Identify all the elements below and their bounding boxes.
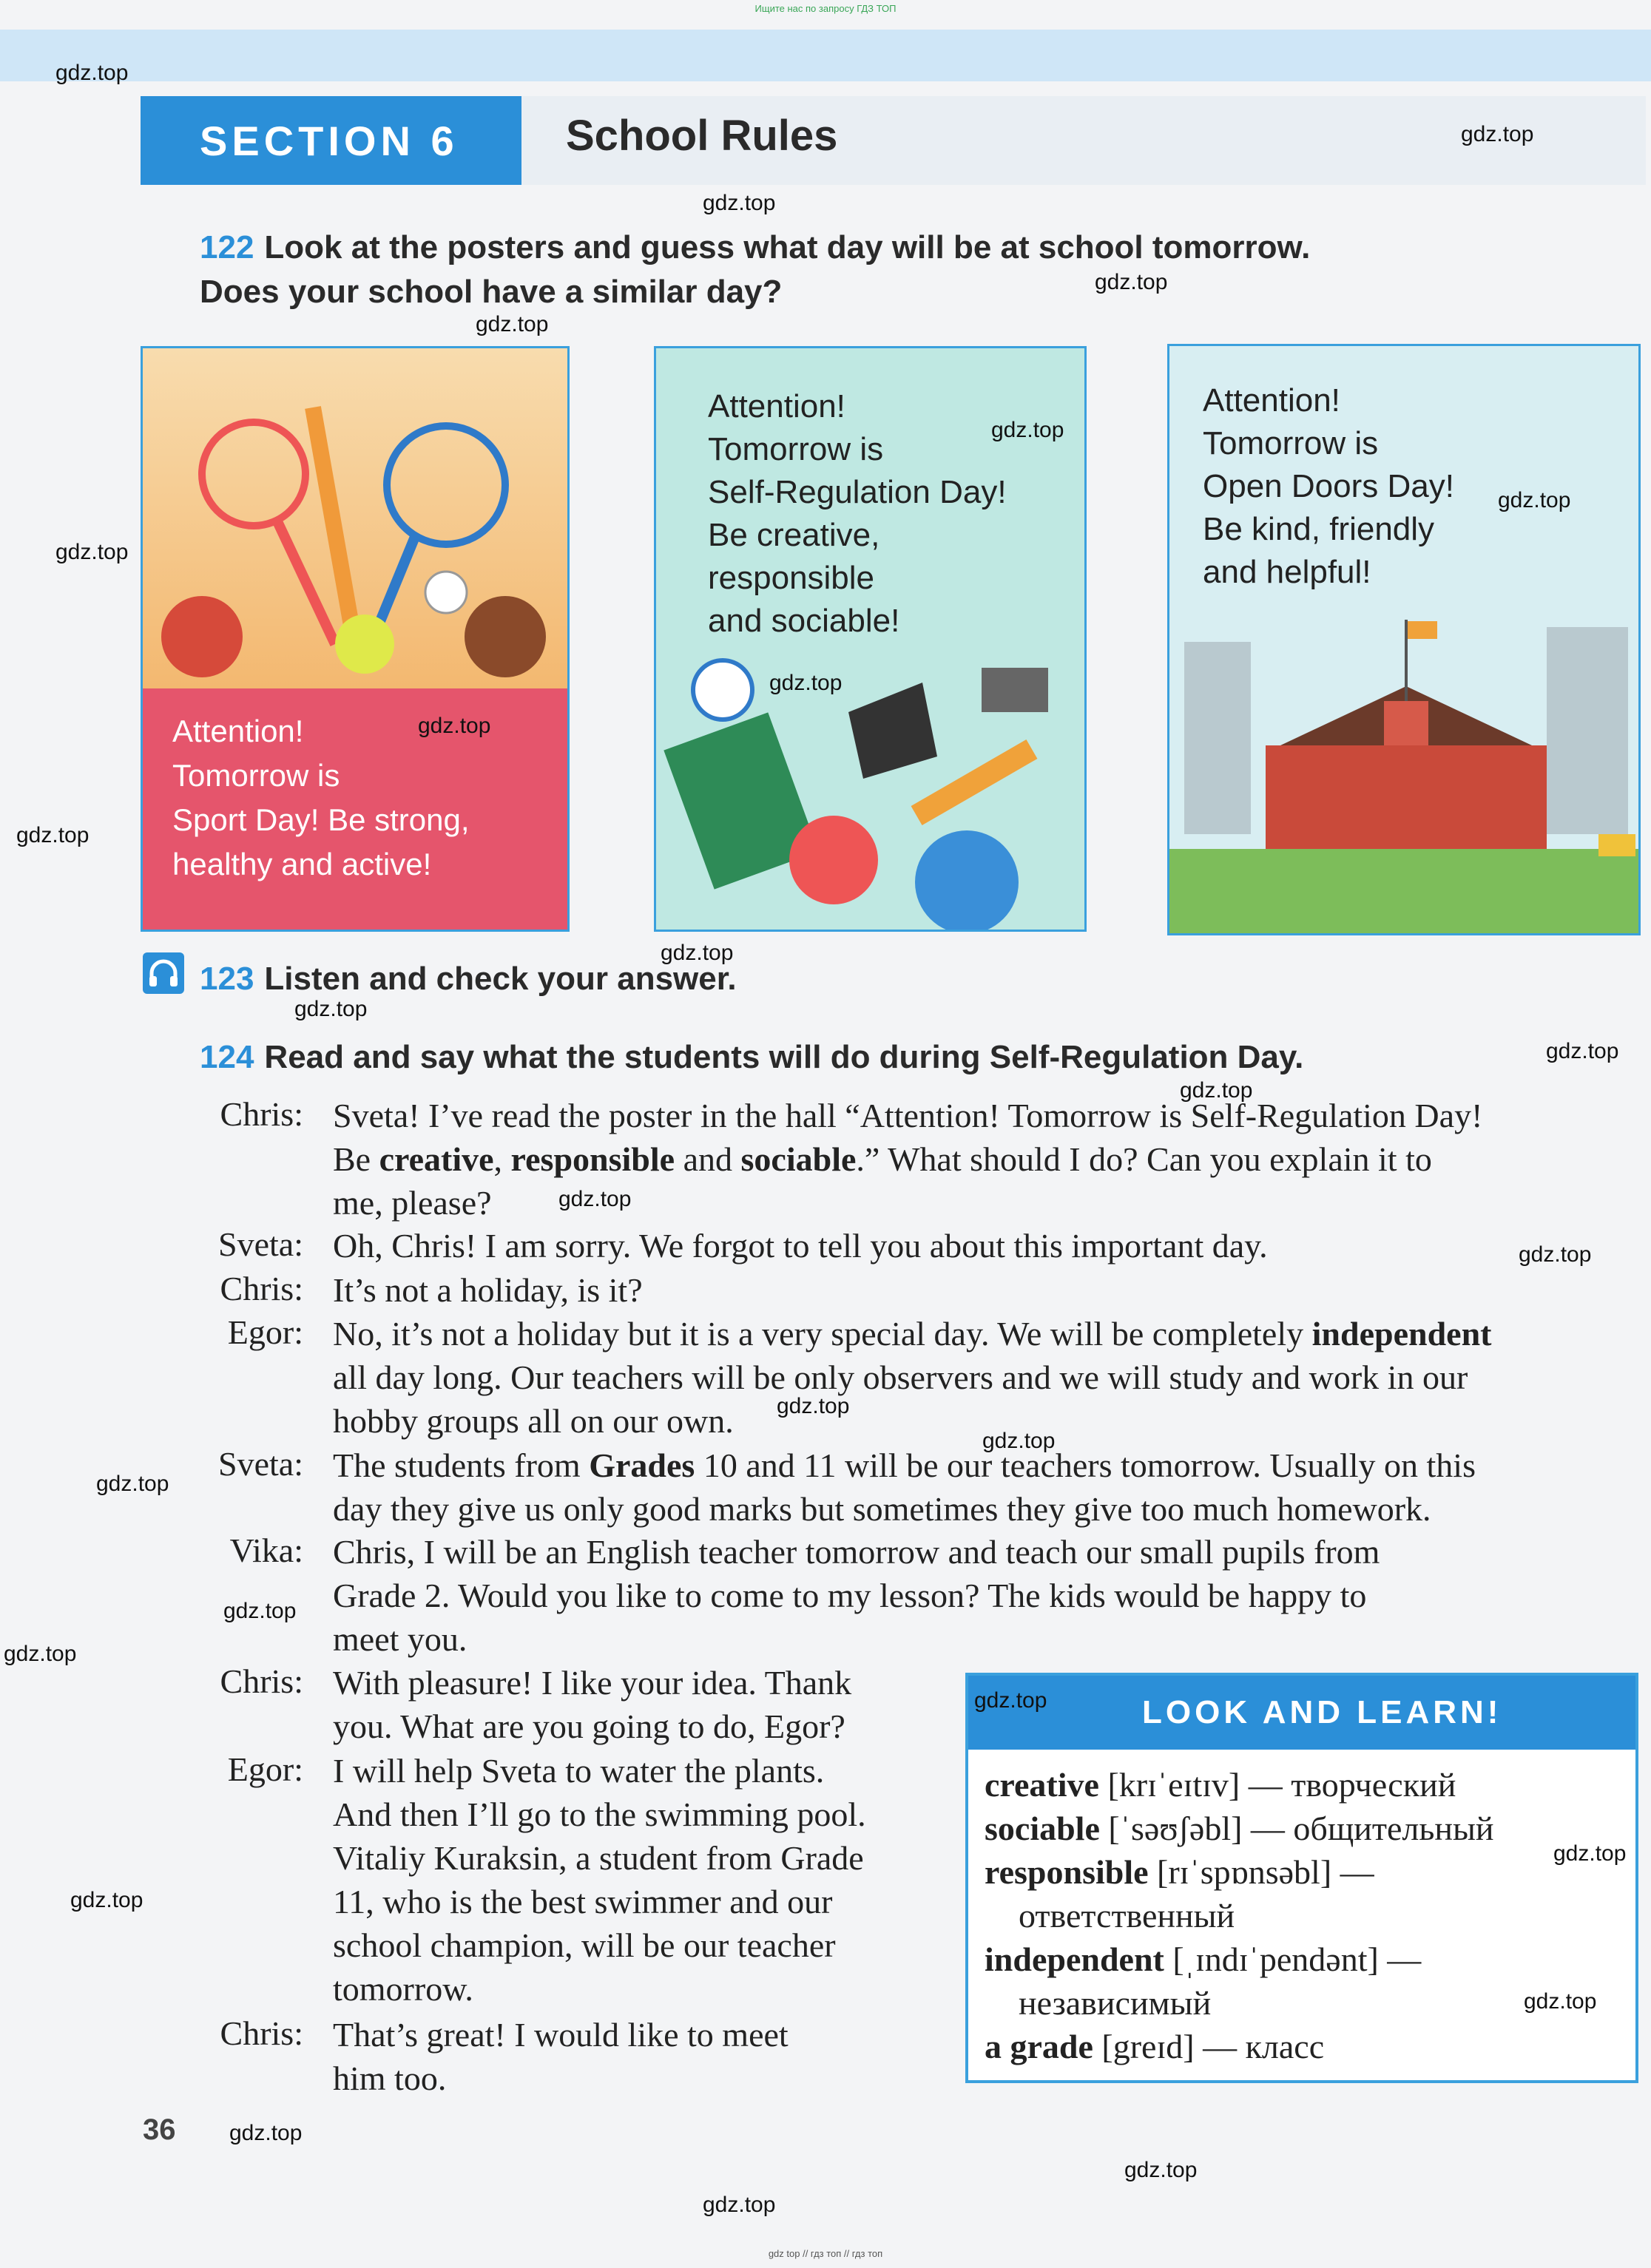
watermark: gdz.top: [4, 1642, 77, 1666]
vocabulary-item: [985, 1807, 1628, 1850]
vocabulary-definition: ответственный: [985, 1897, 1235, 1934]
task-124: [200, 1035, 1303, 1080]
poster-line: Tomorrow is: [708, 431, 884, 467]
poster-line: Self-Regulation Day!: [708, 474, 1007, 510]
task-text: Does your school have a similar day?: [200, 274, 783, 310]
poster-self-regulation-text: [708, 385, 1007, 643]
poster-line: Attention!: [1203, 382, 1340, 419]
bottom-note: gdz top // гдз топ // гдз топ: [768, 2248, 883, 2259]
vocabulary-definition: независимый: [985, 1984, 1212, 2022]
dialogue-line: meet you.: [333, 1620, 467, 1658]
school-building-illustration: [1169, 553, 1641, 935]
task-number: 123: [200, 961, 254, 997]
watermark: gdz.top: [703, 191, 776, 215]
vocabulary-definition: [ˌɪndɪˈpendənt] —: [1164, 1940, 1422, 1978]
watermark: gdz.top: [70, 1888, 144, 1912]
dialogue-line: And then I’ll go to the swimming pool.: [333, 1795, 866, 1833]
watermark: gdz.top: [418, 714, 491, 738]
watermark: gdz.top: [1124, 2158, 1198, 2182]
dialogue-speaker: Chris:: [220, 1270, 303, 1307]
dialogue-line: day they give us only good marks but sometimes they give too much homework.: [333, 1490, 1431, 1528]
dialogue-speaker: Vika:: [229, 1531, 303, 1569]
poster-sport-text: [143, 688, 567, 932]
vocabulary-definition: [ˈsəʊʃəbl] — общительный: [1099, 1810, 1494, 1847]
dialogue-speaker: Egor:: [227, 1750, 303, 1788]
task-text: Read and say what the students will do during Self-Regulation Day.: [264, 1039, 1304, 1075]
dialogue-speaker: Chris:: [220, 2014, 303, 2052]
look-and-learn-heading: LOOK AND LEARN!: [968, 1676, 1635, 1750]
dialogue-line: Be creative, responsible and sociable.” What should I do? Can you explain it to: [333, 1140, 1432, 1178]
dialogue-line: It’s not a holiday, is it?: [333, 1271, 643, 1309]
dialogue-speaker: Chris:: [220, 1095, 303, 1133]
poster-open-doors-day: [1167, 344, 1641, 935]
dialogue-speaker: Chris:: [220, 1662, 303, 1700]
vocabulary-word: sociable: [985, 1810, 1100, 1847]
watermark: gdz.top: [55, 540, 129, 564]
dialogue-line: Oh, Chris! I am sorry. We forgot to tell you about this important day.: [333, 1227, 1268, 1265]
poster-sport-day: [141, 346, 570, 932]
dialogue-line: Vitaliy Kuraksin, a student from Grade: [333, 1839, 864, 1877]
watermark: gdz.top: [229, 2121, 303, 2145]
vocabulary-word: responsible: [985, 1853, 1149, 1891]
watermark: gdz.top: [223, 1599, 297, 1623]
poster-line: Sport Day! Be strong,: [172, 802, 470, 837]
dialogue-line: Grade 2. Would you like to come to my lesson? The kids would be happy to: [333, 1577, 1367, 1614]
vocabulary-item: [985, 1894, 1628, 1937]
look-and-learn-box: [965, 1673, 1638, 2083]
dialogue-speaker: Sveta:: [218, 1225, 303, 1263]
vocabulary-item: [985, 1763, 1628, 1807]
key-word: Grades: [589, 1446, 695, 1484]
headphones-icon: [143, 952, 184, 994]
top-band: [0, 30, 1651, 81]
sport-equipment-illustration: [143, 348, 567, 688]
poster-line: and helpful!: [1203, 554, 1371, 590]
poster-line: Tomorrow is: [172, 758, 340, 793]
watermark: gdz.top: [991, 418, 1064, 442]
dialogue-line: That’s great! I would like to meet: [333, 2016, 789, 2054]
watermark: gdz.top: [1498, 488, 1571, 512]
watermark: gdz.top: [16, 823, 90, 847]
watermark: gdz.top: [294, 997, 368, 1021]
vocabulary-item: [985, 2025, 1628, 2068]
task-text: Listen and check your answer.: [264, 961, 737, 997]
watermark: gdz.top: [96, 1472, 169, 1496]
vocabulary-definition: [krɪˈeɪtɪv] — творческий: [1098, 1766, 1456, 1804]
dialogue-speaker: Egor:: [227, 1313, 303, 1351]
poster-line: responsible: [708, 560, 875, 596]
watermark: gdz.top: [1519, 1242, 1592, 1267]
watermark: gdz.top: [1180, 1078, 1253, 1103]
watermark: gdz.top: [558, 1187, 632, 1211]
watermark: gdz.top: [661, 941, 734, 965]
dialogue-line: Chris, I will be an English teacher tomorrow and teach our small pupils from: [333, 1533, 1380, 1571]
section-label: SECTION 6: [141, 96, 521, 185]
vocabulary-word: independent: [985, 1940, 1164, 1978]
watermark: gdz.top: [1553, 1841, 1627, 1866]
task-number: 124: [200, 1039, 254, 1075]
poster-line: Open Doors Day!: [1203, 468, 1454, 504]
watermark: gdz.top: [1461, 122, 1534, 146]
dialogue-line: I will help Sveta to water the plants.: [333, 1752, 825, 1790]
dialogue-line: all day long. Our teachers will be only observers and we will study and work in our: [333, 1358, 1468, 1396]
vocabulary-item: [985, 1937, 1628, 1981]
top-note: Ищите нас по запросу ГДЗ ТОП: [754, 3, 897, 14]
watermark: gdz.top: [777, 1394, 850, 1418]
dialogue-line: 11, who is the best swimmer and our: [333, 1883, 833, 1920]
watermark: gdz.top: [974, 1688, 1047, 1713]
poster-line: Be creative,: [708, 517, 880, 553]
poster-line: Attention!: [708, 388, 845, 424]
poster-line: healthy and active!: [172, 847, 432, 881]
watermark: gdz.top: [769, 671, 843, 695]
dialogue-line: me, please?: [333, 1184, 492, 1222]
dialogue-line: The students from Grades 10 and 11 will be our teachers tomorrow. Usually on this: [333, 1446, 1476, 1484]
dialogue-line: Sveta! I’ve read the poster in the hall “Attention! Tomorrow is Self-Regulation Day!: [333, 1097, 1483, 1134]
watermark: gdz.top: [703, 2193, 776, 2217]
dialogue-line: you. What are you going to do, Egor?: [333, 1707, 845, 1745]
watermark: gdz.top: [55, 61, 129, 85]
vocabulary-list: [985, 1763, 1628, 2068]
dialogue-line: school champion, will be our teacher: [333, 1926, 836, 1964]
task-number: 122: [200, 229, 254, 265]
vocabulary-item: [985, 1850, 1628, 1894]
school-supplies-illustration: [656, 638, 1087, 932]
watermark: gdz.top: [476, 312, 549, 336]
vocabulary-word: creative: [985, 1766, 1099, 1804]
dialogue-speaker: Sveta:: [218, 1445, 303, 1483]
page-number: 36: [143, 2113, 176, 2146]
watermark: gdz.top: [982, 1429, 1056, 1453]
sport-equipment-icon: [143, 348, 570, 688]
poster-line: Be kind, friendly: [1203, 511, 1435, 547]
poster-line: Tomorrow is: [1203, 425, 1379, 461]
vocabulary-definition: [rɪˈspɒnsəbl] —: [1148, 1853, 1374, 1891]
vocabulary-word: a grade: [985, 2028, 1093, 2065]
poster-line: and sociable!: [708, 603, 900, 639]
dialogue-line: tomorrow.: [333, 1970, 473, 2008]
key-word: responsible: [510, 1140, 675, 1178]
task-text: Look at the posters and guess what day will be at school tomorrow.: [264, 229, 1311, 265]
dialogue-line: hobby groups all on our own.: [333, 1402, 734, 1440]
dialogue-line: No, it’s not a holiday but it is a very special day. We will be completely independent: [333, 1315, 1492, 1353]
dialogue-line: With pleasure! I like your idea. Thank: [333, 1664, 852, 1702]
key-word: creative: [379, 1140, 494, 1178]
vocabulary-definition: [greɪd] — класс: [1093, 2028, 1325, 2065]
watermark: gdz.top: [1546, 1039, 1619, 1063]
page-title: School Rules: [566, 112, 838, 160]
poster-line: Attention!: [172, 714, 304, 748]
key-word: sociable: [740, 1140, 857, 1178]
watermark: gdz.top: [1095, 270, 1168, 294]
key-word: independent: [1311, 1315, 1492, 1353]
task-123: [200, 957, 737, 1001]
watermark: gdz.top: [1524, 1989, 1597, 2014]
dialogue-line: him too.: [333, 2059, 447, 2097]
